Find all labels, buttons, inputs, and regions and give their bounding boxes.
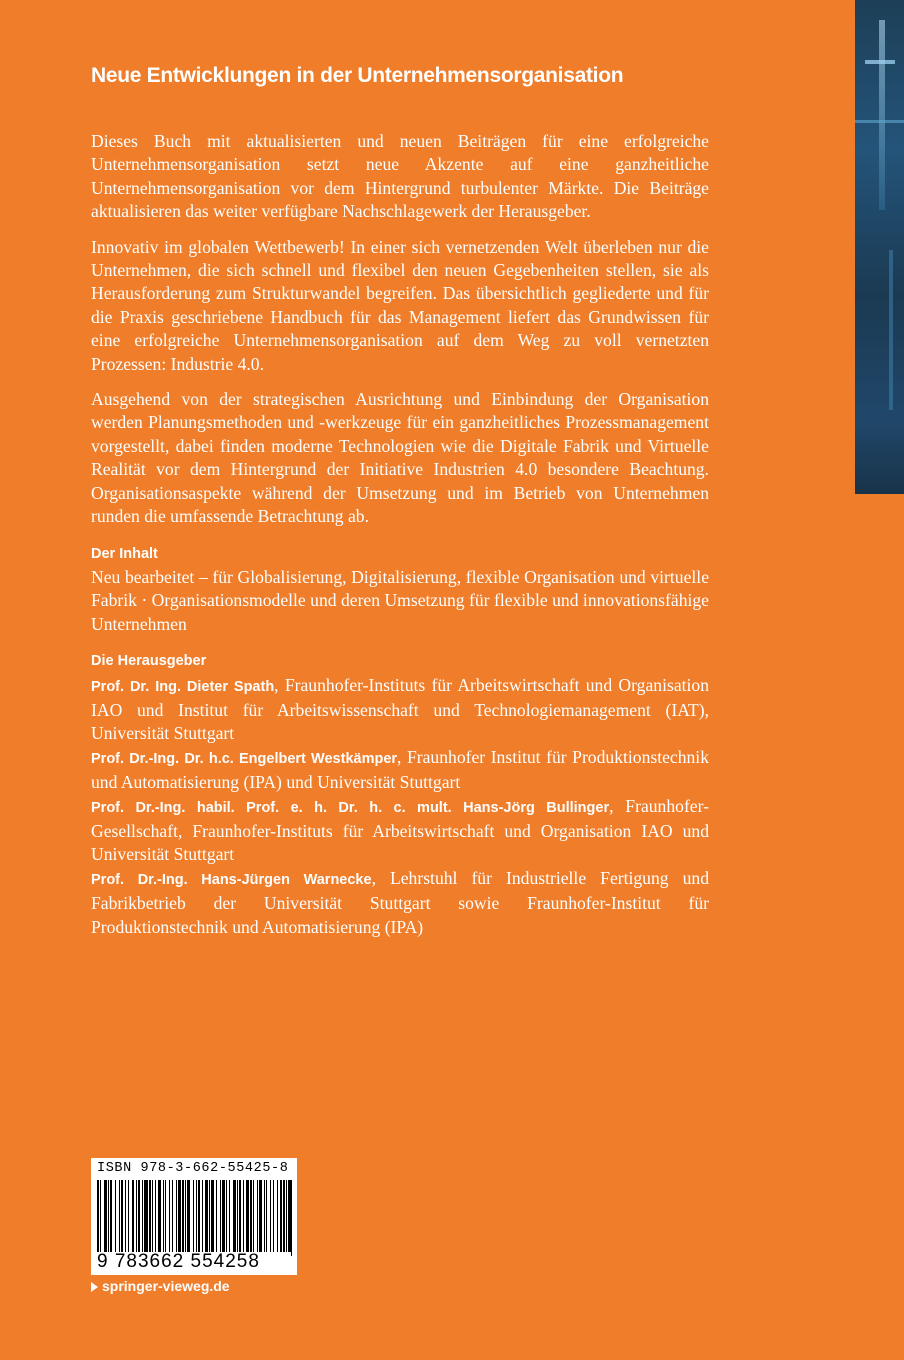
barcode-bar <box>178 1180 180 1256</box>
barcode-bar <box>226 1180 227 1256</box>
editors-section <box>91 650 709 939</box>
isbn-label: ISBN 978-3-662-55425-8 <box>97 1161 289 1176</box>
barcode-bar <box>243 1180 244 1256</box>
editor-affiliation: , Fraunhofer-Gesellschaft, Fraunhofer-Instituts für Arbeitswirtschaft und Organisation IAO und Universität Stuttgart <box>91 795 709 865</box>
paragraph-intro: Dieses Buch mit aktualisierten und neuen Beiträgen für eine erfolgreiche Unternehmensorganisation setzt neue Akzente auf eine ganzheitliche Unternehmensorganisation vor dem Hintergrund turbulenter Märkte. Die Beiträge aktualisieren das weiter verfügbare Nachschlagewerk der Herausgeber. <box>91 131 709 222</box>
barcode-bar <box>155 1180 156 1256</box>
publisher-link[interactable] <box>91 1276 230 1296</box>
editor-name: Prof. Dr. Ing. Dieter Spath <box>91 678 275 695</box>
barcode-bar <box>172 1180 173 1256</box>
barcode-bar <box>104 1180 107 1256</box>
barcode-bar <box>233 1180 235 1256</box>
barcode-bar <box>144 1180 147 1256</box>
barcode-bar <box>187 1180 190 1256</box>
editors-heading: Die Herausgeber <box>91 653 207 670</box>
barcode-bar <box>270 1180 271 1256</box>
barcode-bar <box>209 1180 210 1256</box>
editor-name: Prof. Dr.-Ing. Hans-Jürgen Warnecke <box>91 871 372 888</box>
book-title: Neue Entwicklungen in der Unternehmensorganisation <box>91 64 624 87</box>
barcode-bar <box>176 1180 177 1256</box>
editor-entry <box>91 674 709 746</box>
back-cover-text <box>91 60 709 939</box>
barcode-bar <box>185 1180 186 1256</box>
barcode-bar <box>142 1180 143 1256</box>
barcode-bar <box>97 1180 99 1256</box>
paragraph-approach: Ausgehend von der strategischen Ausrichtung und Einbindung der Organisation werden Planungsmethoden und -werkzeuge für ein ganzheitliches Prozessmanagement vorgestellt, dabei finden moderne Technologien wie die Digitale Fabrik und Virtuelle Realität vor dem Hintergrund der Initiative Industrien 4.0 besondere Beachtung. Organisationsaspekte während der Umsetzung und im Betrieb von Unternehmen runden die umfassende Betrachtung ab. <box>91 389 709 527</box>
editor-affiliation: , Fraunhofer Institut für Produktionstechnik und Automatisierung (IPA) und Universität Stuttgart <box>91 746 709 793</box>
editor-entry <box>91 746 709 795</box>
barcode-bar <box>128 1180 129 1256</box>
barcode-bar <box>121 1180 123 1256</box>
barcode-bar <box>211 1180 213 1256</box>
barcode-bar <box>132 1180 134 1256</box>
barcode-bar <box>257 1180 258 1256</box>
barcode-bar <box>273 1180 274 1256</box>
barcode-bar <box>264 1180 265 1256</box>
barcode-bar <box>222 1180 224 1256</box>
barcode-bar <box>250 1180 252 1256</box>
barcode-bar <box>193 1180 194 1256</box>
barcode-bar <box>158 1180 161 1256</box>
editor-name: Prof. Dr.-Ing. habil. Prof. e. h. Dr. h. c. mult. Hans-Jörg Bullinger <box>91 799 610 816</box>
barcode-bar <box>216 1180 217 1256</box>
barcode-bar <box>119 1180 120 1256</box>
barcode-bar <box>196 1180 197 1256</box>
barcode-bar <box>115 1180 116 1256</box>
barcode-bar <box>152 1180 153 1256</box>
paragraph-innovation: Innovativ im globalen Wettbewerb! In einer sich vernetzenden Welt überleben nur die Unternehmen, die sich schnell und flexibel den neuen Gegebenheiten stellen, sie als Herausforderung zum Strukturwandel begreifen. Das übersichtlich gegliederte und für die Praxis geschriebene Handbuch für das Management liefert das Grundwissen für eine erfolgreiche Unternehmensorganisation auf dem Weg zu voll vernetzten Prozessen: Industrie 4.0. <box>91 236 709 374</box>
barcode-bar <box>125 1180 126 1256</box>
contents-section <box>91 543 709 637</box>
barcode-bar <box>100 1180 101 1256</box>
barcode-bar <box>229 1180 230 1256</box>
isbn-barcode <box>91 1158 297 1275</box>
editor-entry <box>91 795 709 867</box>
barcode-bar <box>286 1180 287 1256</box>
arrow-icon <box>91 1282 98 1292</box>
barcode-bar <box>110 1180 112 1256</box>
barcode-bar <box>283 1180 285 1256</box>
editor-affiliation: , Fraunhofer-Instituts für Arbeitswirtschaft und Organisation IAO und Institut für Arbeitswissenschaft und Technologiemanagement (IAT), Universität Stuttgart <box>91 674 709 744</box>
publisher-url: springer-vieweg.de <box>102 1278 230 1294</box>
barcode-bar <box>169 1180 170 1256</box>
cover-image-strip <box>855 0 904 494</box>
contents-heading: Der Inhalt <box>91 545 158 562</box>
barcode-bar <box>182 1180 184 1256</box>
barcode-bar <box>205 1180 208 1256</box>
barcode-bar <box>163 1180 164 1256</box>
barcode-bar <box>288 1180 291 1256</box>
barcode-bar <box>277 1180 278 1256</box>
barcode-bar <box>198 1180 200 1256</box>
barcode-bar <box>108 1180 109 1256</box>
barcode-bar <box>149 1180 151 1256</box>
barcode-bar <box>202 1180 203 1256</box>
editor-name: Prof. Dr.-Ing. Dr. h.c. Engelbert Westkämper <box>91 750 398 767</box>
barcode-bar <box>136 1180 137 1256</box>
editor-entry <box>91 867 709 939</box>
barcode-bar <box>220 1180 221 1256</box>
barcode-digits: 9 783662 554258 <box>97 1252 291 1272</box>
barcode-bar <box>237 1180 238 1256</box>
barcode-bars <box>97 1180 291 1256</box>
barcode-bar <box>259 1180 262 1256</box>
contents-text: Neu bearbeitet – für Globalisierung, Digitalisierung, flexible Organisation und virtuelle Fabrik · Organisationsmodelle und deren Umsetzung für flexible und innovationsfähige Unternehmen <box>91 566 709 634</box>
barcode-bar <box>239 1180 241 1256</box>
barcode-bar <box>165 1180 166 1256</box>
editor-affiliation: , Lehrstuhl für Industrielle Fertigung und Fabrikbetrieb der Universität Stuttgart sowie Fraunhofer-Institut für Produktionstechnik und Automatisierung (IPA) <box>91 867 709 937</box>
barcode-bar <box>138 1180 140 1256</box>
barcode-bar <box>280 1180 282 1256</box>
barcode-bar <box>266 1180 267 1256</box>
barcode-bar <box>246 1180 249 1256</box>
barcode-bar <box>253 1180 254 1256</box>
